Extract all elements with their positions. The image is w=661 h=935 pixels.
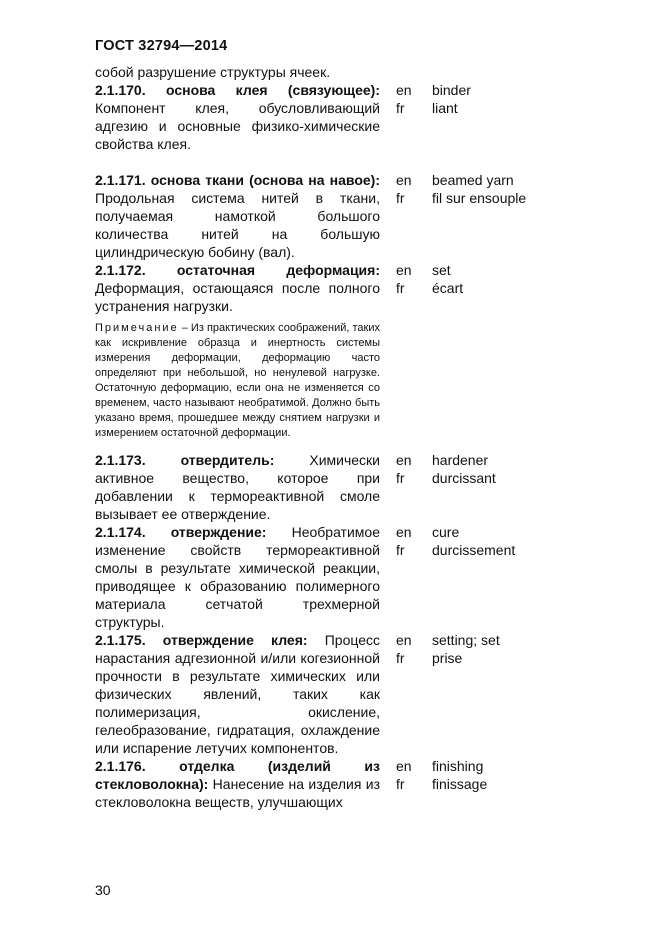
lang-fr: fr	[396, 542, 405, 558]
lang-fr: fr	[396, 190, 405, 206]
definition	[95, 757, 380, 811]
lang-fr: fr	[396, 100, 405, 116]
lang-fr: fr	[396, 280, 405, 296]
term-fr: prise	[432, 650, 463, 666]
lang-en: en	[396, 172, 412, 188]
lang-en: en	[396, 632, 412, 648]
term-entry-2-1-173	[95, 451, 635, 523]
definition-text: Химически активное вещество, которое при добавлении к термореактивной смоле вызывает ее отверждение.	[95, 452, 380, 522]
foreign-terms	[430, 523, 635, 631]
definition	[95, 171, 380, 261]
term-fr: fil sur ensouple	[432, 190, 527, 206]
lang-en: en	[396, 452, 412, 468]
foreign-terms	[430, 451, 635, 523]
lang-en: en	[396, 82, 412, 98]
lang-fr: fr	[396, 470, 405, 486]
page-number: 30	[95, 882, 111, 898]
definition	[95, 261, 380, 315]
lang-fr: fr	[396, 776, 405, 792]
term-entry-2-1-172	[95, 261, 635, 315]
term-heading: 2.1.171. основа ткани (основа на навое):	[95, 172, 380, 188]
lang-en: en	[396, 758, 412, 774]
definition	[95, 523, 380, 631]
note-label: Примечание	[95, 322, 179, 334]
language-codes	[380, 631, 430, 757]
definition	[95, 631, 380, 757]
lang-en: en	[396, 524, 412, 540]
continuation-entry	[95, 63, 635, 81]
term-fr: liant	[432, 100, 458, 116]
document-header: ГОСТ 32794—2014	[95, 38, 228, 54]
term-entry-2-1-170	[95, 81, 635, 153]
term-en: cure	[432, 524, 460, 540]
definition-text: Процесс нарастания адгезионной и/или когезионной прочности в результате химических или физических явлений, таких как полимеризация, окисление, гелеобразование, гидратация, охлаждение или испарение летучих компонентов.	[95, 632, 381, 756]
term-heading: 2.1.170. основа клея (связующее):	[95, 82, 380, 98]
term-fr: durcissant	[432, 470, 496, 486]
term-en: setting; set	[432, 632, 500, 648]
term-heading: 2.1.176. отделка (изделий из стекловолокна):	[95, 758, 380, 792]
continuation-text: собой разрушение структуры ячеек.	[95, 64, 331, 80]
note-text: – Из практических соображений, таких как искривление образца и инертность системы измерения деформации, деформацию часто определяют при небольшой, но ненулевой нагрузке. Остаточную деформацию, если она не изменяется со временем, часто называют необратимой. Должно быть указано время, прошедшее между снятием нагрузки и измерением остаточной деформации.	[95, 322, 380, 439]
term-entry-2-1-175	[95, 631, 635, 757]
term-heading: 2.1.172. остаточная деформация:	[95, 262, 380, 278]
term-en: finishing	[432, 758, 484, 774]
term-entry-2-1-174	[95, 523, 635, 631]
definition	[95, 81, 380, 153]
term-entry-2-1-176	[95, 757, 635, 811]
term-entry-2-1-171	[95, 171, 635, 261]
foreign-terms	[430, 757, 635, 811]
term-en: beamed yarn	[432, 172, 514, 188]
term-fr: durcissement	[432, 542, 516, 558]
term-en: hardener	[432, 452, 489, 468]
language-codes	[380, 451, 430, 523]
term-en: binder	[432, 82, 471, 98]
foreign-terms	[430, 81, 635, 153]
language-codes	[380, 757, 430, 811]
foreign-terms	[430, 171, 635, 261]
term-heading: 2.1.174. отверждение:	[95, 524, 267, 540]
term-fr: écart	[432, 280, 464, 296]
language-codes	[380, 171, 430, 261]
definition-text: Нанесение на изделия из стекловолокна веществ, улучшающих	[95, 776, 380, 810]
lang-en: en	[396, 262, 412, 278]
definition-text: Необратимое изменение свойств термореактивной смолы в результате химической реакции, приводящее к образованию полимерного материала сетчатой трехмерной структуры.	[95, 524, 380, 630]
note	[95, 321, 380, 441]
definition	[95, 451, 380, 523]
definition-text: Компонент клея, обусловливающий адгезию и основные физико-химические свойства клея.	[95, 100, 380, 152]
lang-fr: fr	[396, 650, 405, 666]
definition-text: Продольная система нитей в ткани, получаемая намоткой большого количества нитей на большую цилиндрическую бобину (вал).	[95, 190, 380, 260]
spacer	[95, 153, 635, 171]
term-en: set	[432, 262, 451, 278]
foreign-terms	[430, 631, 635, 757]
document-body	[95, 63, 635, 811]
language-codes	[380, 261, 430, 315]
term-fr: finissage	[432, 776, 488, 792]
term-heading: 2.1.173. отвердитель:	[95, 452, 275, 468]
definition-text: Деформация, остающаяся после полного устранения нагрузки.	[95, 280, 380, 314]
foreign-terms	[430, 261, 635, 315]
language-codes	[380, 81, 430, 153]
term-heading: 2.1.175. отверждение клея:	[95, 632, 308, 648]
language-codes	[380, 523, 430, 631]
